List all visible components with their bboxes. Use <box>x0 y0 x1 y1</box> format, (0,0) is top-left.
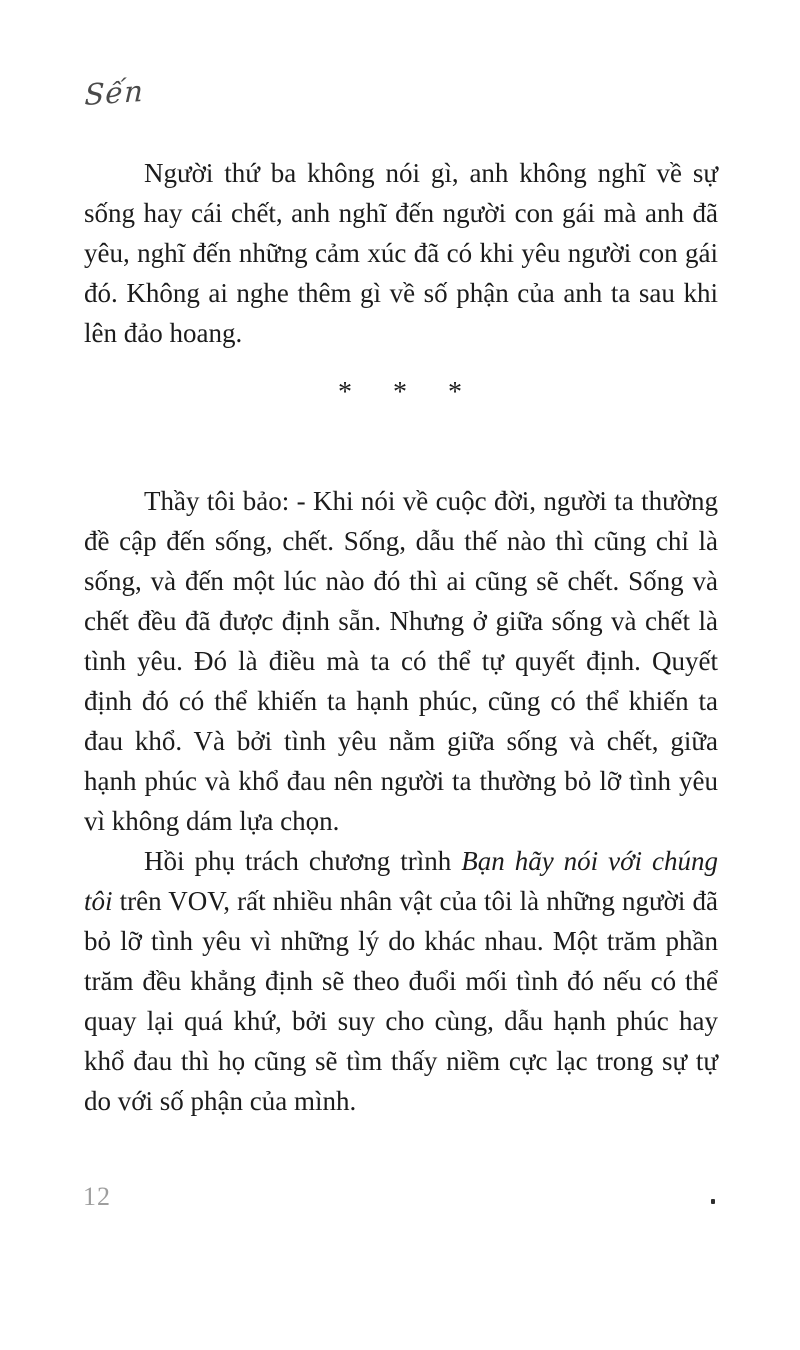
section-separator: * * * <box>338 377 464 408</box>
paragraph-3-text-pre: Hồi phụ trách chương trình <box>144 846 462 876</box>
program-title-italic: Bạn hãy nói với chúng tôi <box>84 846 718 916</box>
paragraph-2: Thầy tôi bảo: - Khi nói về cuộc đời, người ta thường đề cập đến sống, chết. Sống, dẫu thế nào thì cũng chỉ là sống, và đến một lúc nào đó thì ai cũng sẽ chết. Sống và chết đều đã được định sẵn. Nhưng ở giữa sống và chết là tình yêu. Đó là điều mà ta có thể tự quyết định. Quyết định đó có thể khiến ta hạnh phúc, cũng có thể khiến ta đau khổ. Và bởi tình yêu nằm giữa sống và chết, giữa hạnh phúc và khổ đau nên người ta thường bỏ lỡ tình yêu vì không dám lựa chọn. <box>84 486 718 836</box>
paragraph-1: Người thứ ba không nói gì, anh không nghĩ về sự sống hay cái chết, anh nghĩ đến người con gái mà anh đã yêu, nghĩ đến những cảm xúc đã có khi yêu người con gái đó. Không ai nghe thêm gì về số phận của anh ta sau khi lên đảo hoang. <box>84 158 718 348</box>
running-header-title: Sến <box>84 73 145 112</box>
paragraph-3-text-post: trên VOV, rất nhiều nhân vật của tôi là những người đã bỏ lỡ tình yêu vì những lý do khác nhau. Một trăm phần trăm đều khẳng định sẽ theo đuổi mối tình đó nếu có thể quay lại quá khứ, bởi suy cho cùng, dẫu hạnh phúc hay khổ đau thì họ cũng sẽ tìm thấy niềm cực lạc trong sự tự do với số phận của mình. <box>84 886 718 1116</box>
body-text-block <box>84 153 718 1121</box>
paragraph-3 <box>84 841 718 1121</box>
page-number: 12 <box>83 1182 111 1211</box>
print-speck <box>711 1199 715 1204</box>
